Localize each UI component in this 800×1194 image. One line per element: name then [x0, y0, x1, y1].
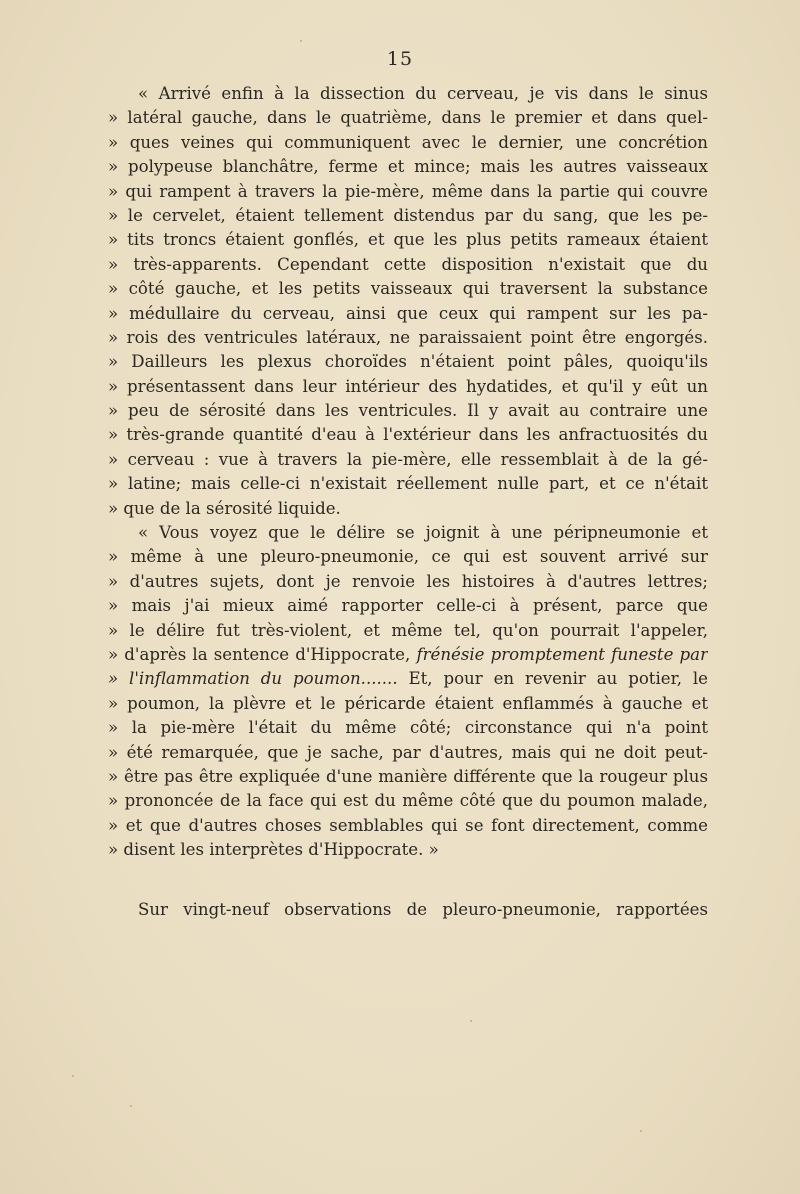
text-line: » le délire fut très-violent, et même tel, qu'on pourrait l'appeler, — [108, 620, 708, 640]
text-line: » mais j'ai mieux aimé rapporter celle-ci à présent, parce que — [108, 596, 708, 616]
text-line: » poumon, la plèvre et le péricarde étaient enflammés à gauche et — [108, 693, 708, 713]
text-line — [108, 667, 708, 691]
text-line-roman: Et, pour en revenir au potier, le — [397, 669, 708, 689]
page-number: 15 — [386, 48, 414, 70]
text-line: » médullaire du cerveau, ainsi que ceux qui rampent sur les pa- — [108, 303, 708, 323]
text-line: » cerveau : vue à travers la pie-mère, elle ressemblait à de la gé- — [108, 449, 708, 469]
text-line: » être pas être expliquée d'une manière différente que la rougeur plus — [108, 766, 708, 786]
text-line: » qui rampent à travers la pie-mère, même dans la partie qui couvre — [108, 181, 708, 201]
next-paragraph — [108, 898, 708, 922]
text-line: » latéral gauche, dans le quatrième, dans le premier et dans quel- — [108, 108, 708, 128]
text-line-italic: frénésie promptement funeste par — [416, 644, 708, 664]
text-line: » même à une pleuro-pneumonie, ce qui est souvent arrivé sur — [108, 547, 708, 567]
text-line: » disent les interprètes d'Hippocrate. » — [108, 840, 439, 860]
text-line: Sur vingt-neuf observations de pleuro-pneumonie, rapportées — [138, 900, 708, 919]
text-line — [108, 643, 708, 667]
text-line: » que de la sérosité liquide. — [108, 498, 341, 518]
text-line: » la pie-mère l'était du même côté; circonstance qui n'a point — [108, 718, 708, 738]
paper-speck — [72, 1075, 74, 1077]
text-line: » et que d'autres choses semblables qui se font directement, comme — [108, 815, 708, 835]
text-line: » tits troncs étaient gonflés, et que les plus petits rameaux étaient — [108, 230, 708, 250]
text-line: » ques veines qui communiquent avec le dernier, une concrétion — [108, 132, 708, 152]
text-line: « Arrivé enfin à la dissection du cerveau, je vis dans le sinus — [138, 84, 708, 103]
text-line: » côté gauche, et les petits vaisseaux qui traversent la substance — [108, 279, 708, 299]
text-line: » été remarquée, que je sache, par d'autres, mais qui ne doit peut- — [108, 742, 708, 762]
text-line: » latine; mais celle-ci n'existait réellement nulle part, et ce n'était — [108, 474, 708, 494]
text-line: » Dailleurs les plexus choroïdes n'étaient point pâles, quoiqu'ils — [108, 352, 708, 372]
body-text — [108, 82, 708, 863]
text-line: » très-apparents. Cependant cette disposition n'existait que du — [108, 254, 708, 274]
text-line: » peu de sérosité dans les ventricules. Il y avait au contraire une — [108, 401, 708, 421]
text-line: « Vous voyez que le délire se joignit à une péripneumonie et — [138, 523, 708, 543]
text-line: » présentassent dans leur intérieur des hydatides, et qu'il y eût un — [108, 376, 708, 396]
text-line: » très-grande quantité d'eau à l'extérieur dans les anfractuosités du — [108, 425, 708, 445]
text-line: » d'autres sujets, dont je renvoie les histoires à d'autres lettres; — [108, 571, 708, 591]
text-line: » rois des ventricules latéraux, ne paraissaient point être engorgés. — [108, 327, 708, 347]
paper-speck — [640, 1130, 642, 1132]
paper-speck — [300, 40, 302, 42]
text-line: » le cervelet, étaient tellement distendus par du sang, que les pe- — [108, 205, 708, 225]
text-line-roman: » d'après la sentence d'Hippocrate, — [108, 644, 411, 664]
text-line-italic: » l'inflammation du poumon....... — [108, 669, 398, 689]
text-line: » polypeuse blanchâtre, ferme et mince; mais les autres vaisseaux — [108, 157, 708, 177]
paper-speck — [470, 1020, 472, 1022]
text-line: » prononcée de la face qui est du même côté que du poumon malade, — [108, 791, 708, 811]
paper-speck — [130, 1105, 132, 1107]
